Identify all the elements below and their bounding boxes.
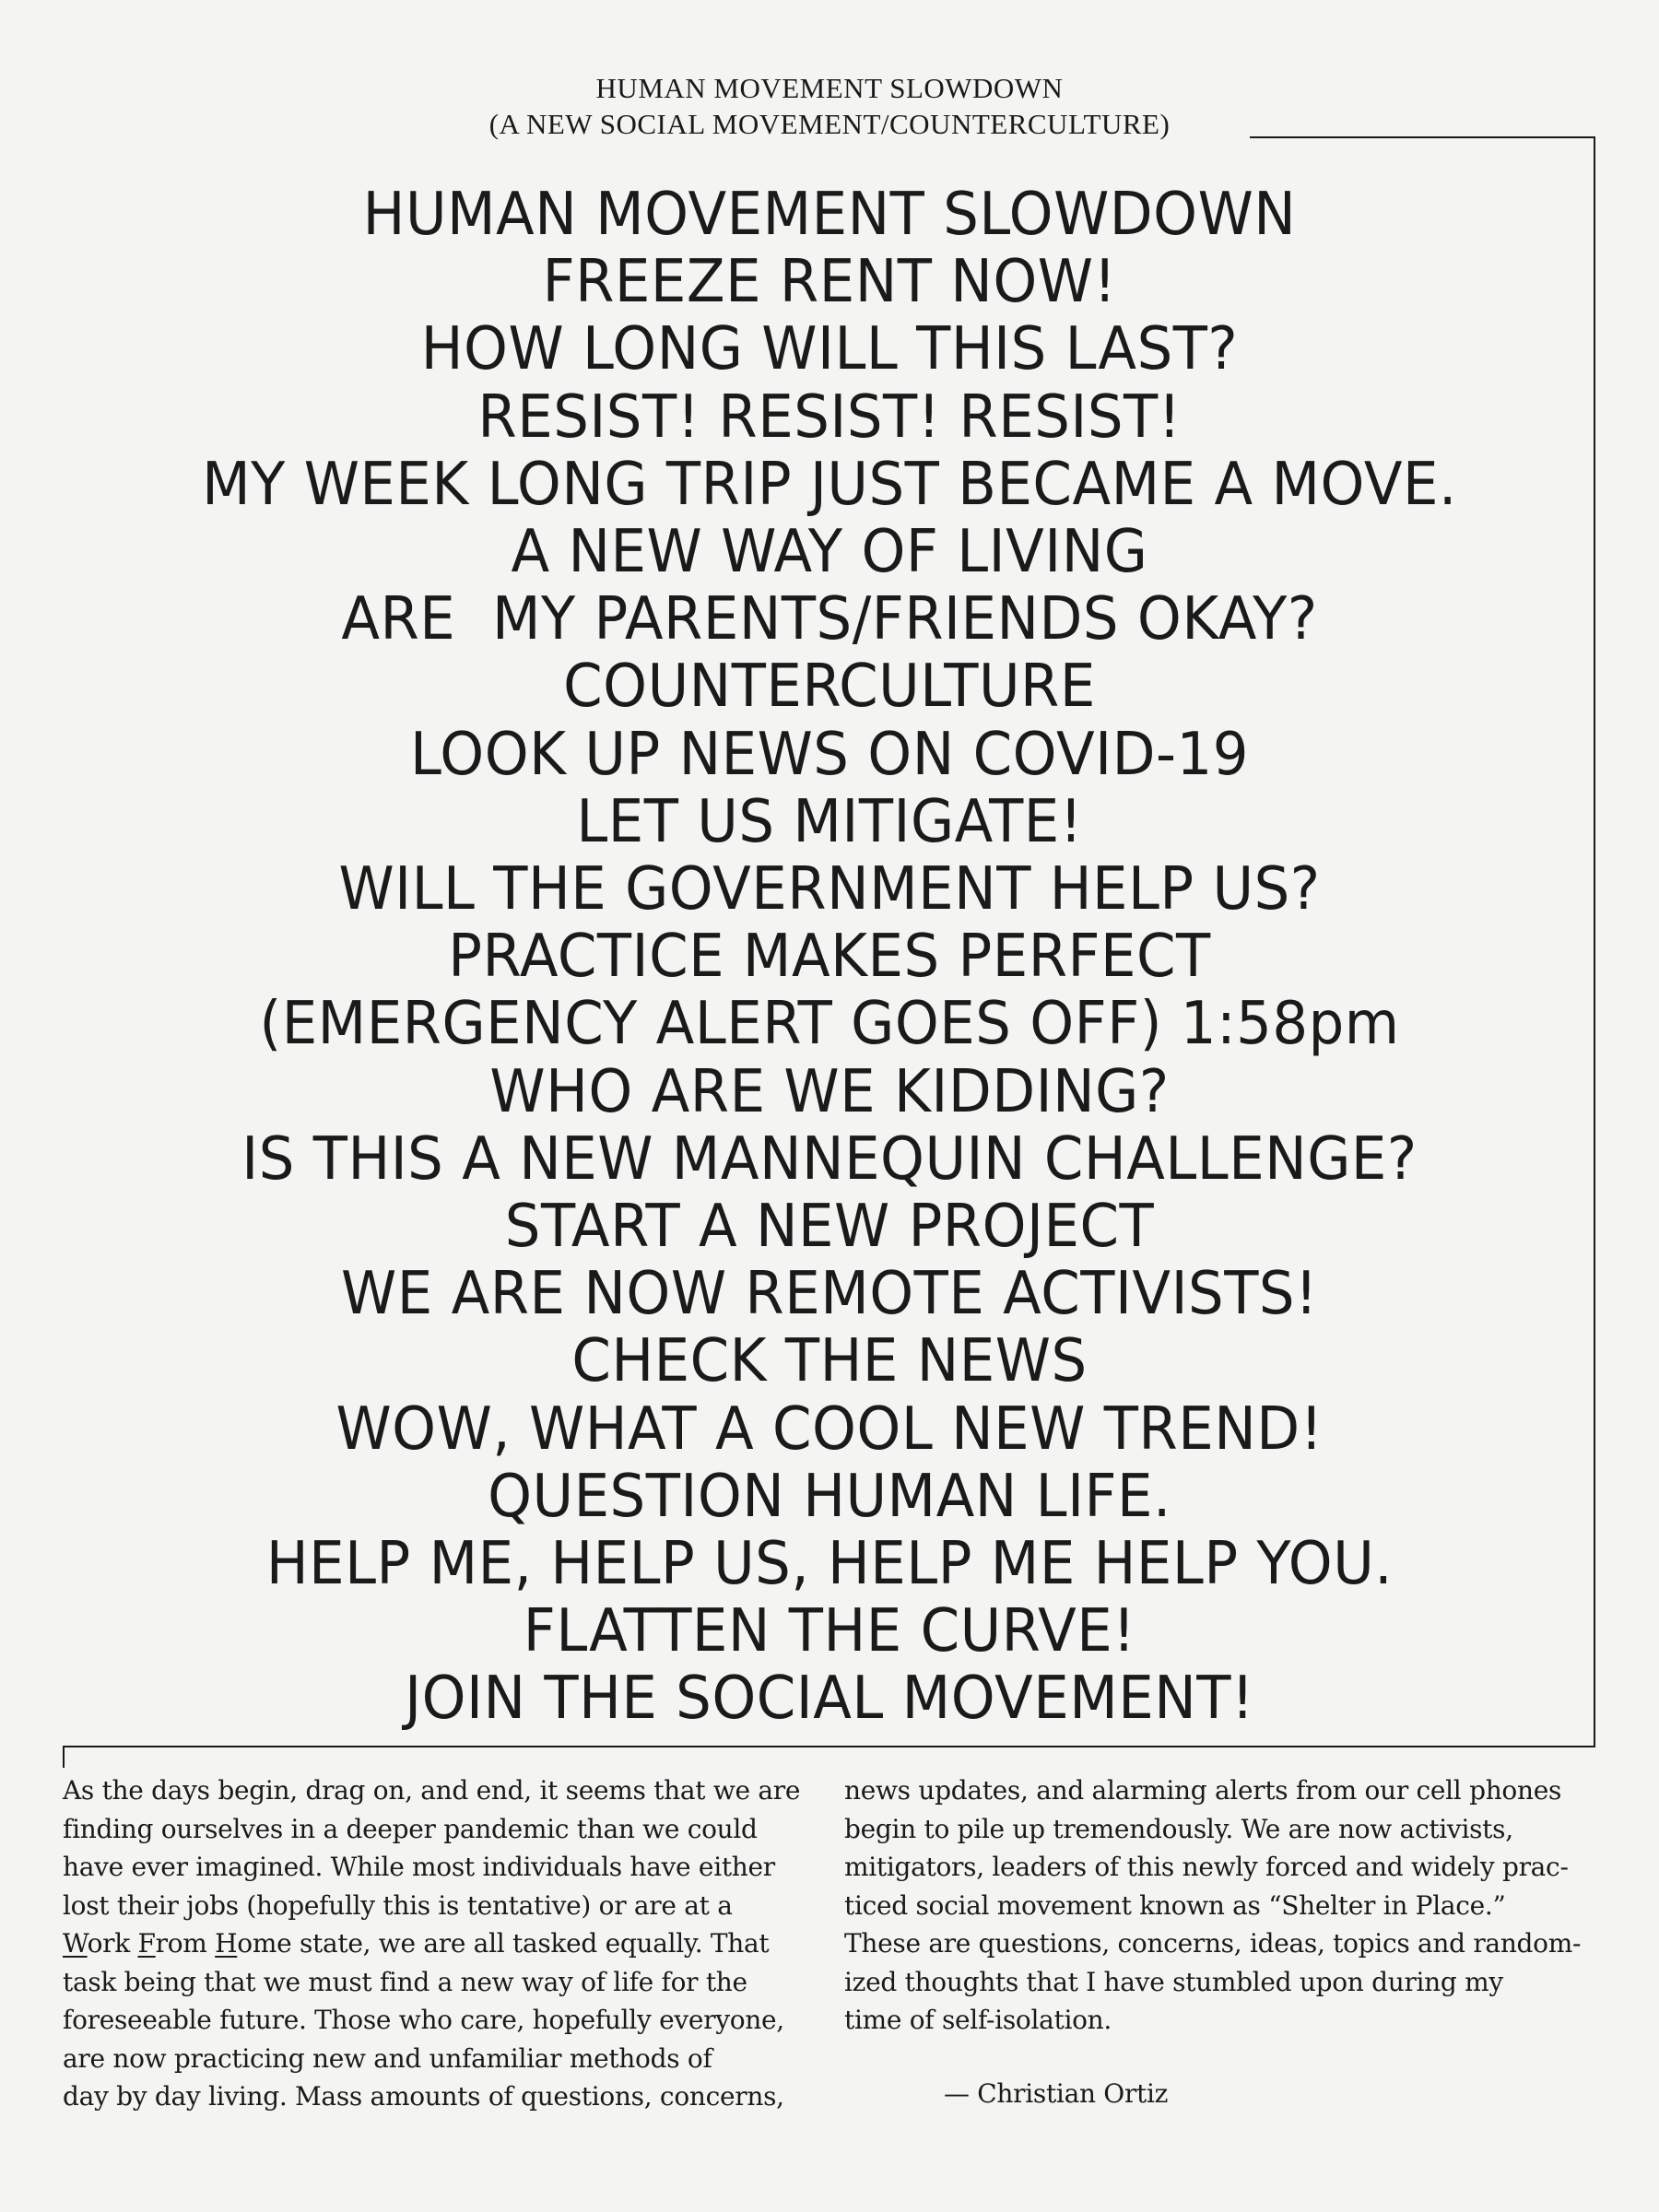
essay-line: begin to pile up tremendously. We are now activists, (844, 1813, 1513, 1844)
slogan-line: START A NEW PROJECT (504, 1191, 1155, 1262)
essay-column-right (844, 1771, 1581, 2040)
slogan-line: MY WEEK LONG TRIP JUST BECAME A MOVE. (202, 449, 1457, 519)
slogan-line: WHO ARE WE KIDDING? (489, 1056, 1170, 1126)
author-signature: — Christian Ortiz (944, 2078, 1169, 2109)
essay-line: task being that we must find a new way of life for the (63, 1966, 747, 1997)
essay-line: day by day living. Mass amounts of questions, concerns, (63, 2081, 784, 2112)
slogan-line: WOW, WHAT A COOL NEW TREND! (335, 1394, 1324, 1464)
slogan-line: WE ARE NOW REMOTE ACTIVISTS! (341, 1259, 1318, 1329)
slogan-line: FREEZE RENT NOW! (542, 247, 1117, 317)
slogan-line: QUESTION HUMAN LIFE. (488, 1461, 1171, 1531)
page-header (0, 70, 1659, 142)
slogan-line: A NEW WAY OF LIVING (511, 516, 1148, 587)
slogan-line: HELP ME, HELP US, HELP ME HELP YOU. (265, 1528, 1394, 1599)
slogan-line: PRACTICE MAKES PERFECT (448, 922, 1211, 992)
slogan-line: COUNTERCULTURE (563, 652, 1096, 722)
slogan-line: (EMERGENCY ALERT GOES OFF) 1:58pm (259, 989, 1400, 1059)
essay-text: rom (155, 1928, 216, 1959)
frame-line-tick (63, 1746, 65, 1768)
slogan-line: IS THIS A NEW MANNEQUIN CHALLENGE? (241, 1124, 1418, 1194)
header-title: HUMAN MOVEMENT SLOWDOWN (595, 72, 1064, 104)
slogan-line: ARE MY PARENTS/FRIENDS OKAY? (341, 584, 1318, 654)
essay-text: ome state, we are all tasked equally. That (237, 1928, 770, 1959)
underlined-initial-w: W (63, 1928, 88, 1959)
slogan-line: WILL THE GOVERNMENT HELP US? (338, 853, 1321, 924)
essay-line: mitigators, leaders of this newly forced and widely prac- (844, 1852, 1569, 1882)
slogan-line: FLATTEN THE CURVE! (523, 1596, 1136, 1666)
essay-line: lost their jobs (hopefully this is tentative) or are at a (63, 1889, 733, 1921)
essay-line: are now practicing new and unfamiliar methods of (63, 2042, 712, 2074)
frame-line-top (1250, 136, 1595, 138)
underlined-initial-f: F (137, 1928, 156, 1959)
essay-column-left (63, 1771, 800, 2116)
slogan-line: JOIN THE SOCIAL MOVEMENT! (405, 1664, 1254, 1734)
essay-line (63, 1924, 800, 1963)
slogan-line: LET US MITIGATE! (576, 786, 1083, 856)
essay-line: news updates, and alarming alerts from our cell phones (844, 1775, 1562, 1806)
frame-line-bottom (63, 1746, 1595, 1747)
essay-line: ticed social movement known as “Shelter in Place.” (844, 1889, 1506, 1921)
slogan-line: CHECK THE NEWS (571, 1326, 1088, 1396)
slogan-line: LOOK UP NEWS ON COVID-19 (410, 719, 1249, 789)
slogan-line: HUMAN MOVEMENT SLOWDOWN (362, 179, 1297, 250)
essay-line: These are questions, concerns, ideas, topics and random- (844, 1928, 1582, 1959)
slogan-list (0, 181, 1659, 1733)
essay-text: ork (87, 1928, 138, 1959)
essay-line: finding ourselves in a deeper pandemic than we could (63, 1813, 758, 1844)
header-subtitle: (A NEW SOCIAL MOVEMENT/COUNTERCULTURE) (488, 108, 1171, 140)
essay-line: have ever imagined. While most individuals have either (63, 1852, 775, 1882)
essay-line: ized thoughts that I have stumbled upon during my (844, 1966, 1503, 1997)
slogan-line: HOW LONG WILL THIS LAST? (420, 314, 1239, 384)
essay-line: time of self-isolation. (844, 2005, 1112, 2035)
underlined-initial-h: H (215, 1928, 238, 1959)
essay-line: As the days begin, drag on, and end, it seems that we are (63, 1775, 801, 1806)
essay-line: foreseeable future. Those who care, hopefully everyone, (63, 2005, 784, 2035)
slogan-line: RESIST! RESIST! RESIST! (477, 382, 1182, 452)
